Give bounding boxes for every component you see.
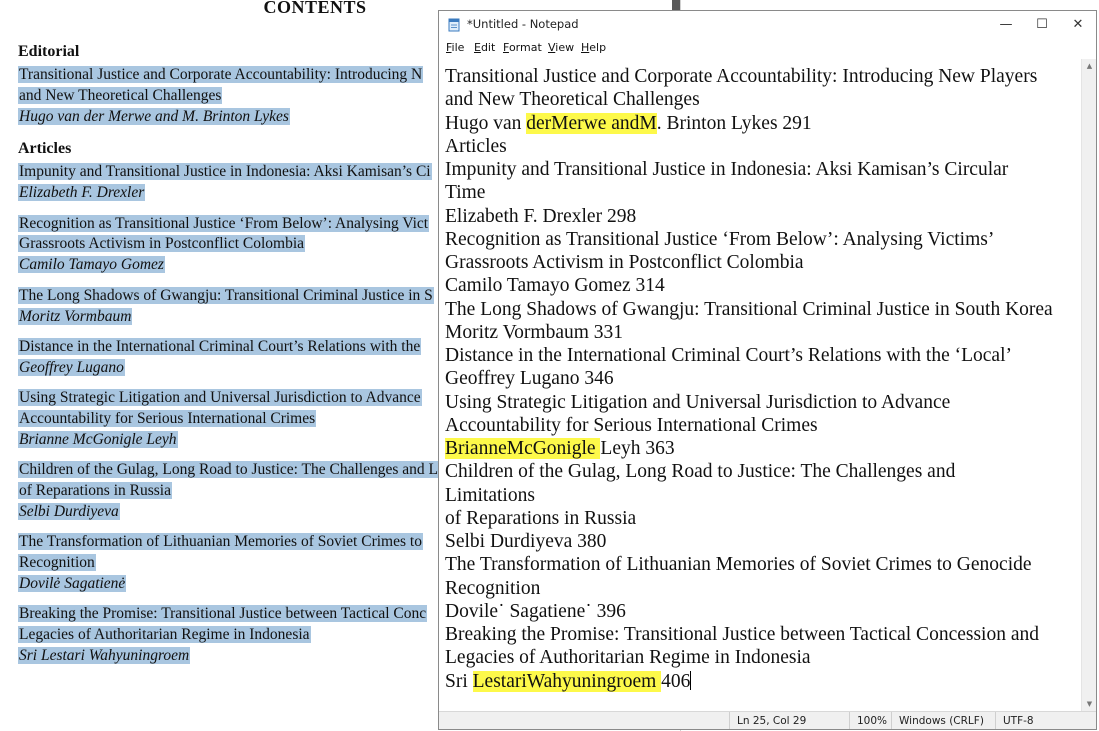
notepad-window[interactable] — [438, 10, 1097, 730]
menu-view[interactable]: View — [548, 41, 575, 54]
contents-title-line[interactable]: Transitional Justice and Corporate Accountability: Introducing N — [19, 66, 423, 83]
contents-author[interactable]: Elizabeth F. Drexler — [19, 184, 145, 201]
highlighted-text: derMerwe andM — [526, 112, 657, 134]
contents-title-line[interactable]: Distance in the International Criminal Court’s Relations with the — [19, 338, 421, 355]
section-articles: Articles — [18, 140, 72, 157]
contents-title-line[interactable]: and New Theoretical Challenges — [19, 87, 222, 104]
text-caret — [690, 671, 691, 690]
vertical-scrollbar[interactable] — [1081, 59, 1097, 711]
cursor-position: Ln 25, Col 29 — [737, 715, 807, 727]
window-title: *Untitled - Notepad — [467, 17, 579, 31]
contents-author[interactable]: Geoffrey Lugano — [19, 359, 124, 376]
contents-author[interactable]: Dovilė Sagatienė — [19, 575, 126, 592]
contents-author[interactable]: Camilo Tamayo Gomez — [19, 256, 164, 273]
scroll-down-arrow-icon[interactable]: ▼ — [1086, 700, 1093, 708]
close-button[interactable]: ✕ — [1072, 17, 1084, 32]
contents-author[interactable]: Brianne McGonigle Leyh — [19, 431, 177, 448]
contents-author[interactable]: Moritz Vormbaum — [19, 308, 132, 325]
contents-title-line[interactable]: Accountability for Serious International Crimes — [19, 410, 316, 427]
contents-heading: CONTENTS — [263, 0, 367, 17]
contents-title-line[interactable]: Using Strategic Litigation and Universal Jurisdiction to Advance — [19, 389, 421, 406]
line-ending: Windows (CRLF) — [899, 715, 984, 727]
status-separator — [849, 712, 850, 730]
status-separator — [995, 712, 996, 730]
contents-title-line[interactable]: Breaking the Promise: Transitional Justice between Tactical Conc — [19, 605, 427, 622]
section-editorial: Editorial — [18, 43, 80, 60]
menu-format[interactable]: Format — [503, 41, 542, 54]
contents-author[interactable]: Hugo van der Merwe and M. Brinton Lykes — [19, 108, 289, 125]
scroll-up-arrow-icon[interactable]: ▲ — [1086, 62, 1093, 70]
contents-title-line[interactable]: Grassroots Activism in Postconflict Colombia — [19, 235, 305, 252]
encoding: UTF-8 — [1003, 715, 1034, 727]
text-editor-area[interactable] — [439, 59, 1081, 711]
menu-edit[interactable]: Edit — [474, 41, 496, 54]
contents-title-line[interactable]: Recognition as Transitional Justice ‘From Below’: Analysing Vict — [19, 215, 429, 232]
contents-title-line[interactable]: Impunity and Transitional Justice in Indonesia: Aksi Kamisan’s Ci — [19, 163, 431, 180]
menu-bar — [439, 39, 1096, 59]
notepad-app-icon — [447, 18, 461, 32]
zoom-level: 100% — [857, 715, 888, 727]
menu-help[interactable]: Help — [581, 41, 607, 54]
contents-title-line[interactable]: The Transformation of Lithuanian Memories of Soviet Crimes to — [19, 533, 422, 550]
minimize-button[interactable]: — — [999, 17, 1013, 32]
status-bar — [439, 711, 1096, 730]
status-separator — [891, 712, 892, 730]
contents-author[interactable]: Selbi Durdiyeva — [19, 503, 119, 520]
status-separator — [729, 712, 730, 730]
highlighted-text: BrianneMcGonigle — [445, 438, 601, 459]
contents-author[interactable]: Sri Lestari Wahyuningroem — [19, 647, 190, 664]
notepad-titlebar[interactable] — [439, 11, 1096, 39]
highlighted-text: LestariWahyuningroem — [472, 670, 662, 692]
contents-title-line[interactable]: The Long Shadows of Gwangju: Transitional Criminal Justice in S — [19, 287, 433, 304]
contents-title-line[interactable]: Children of the Gulag, Long Road to Justice: The Challenges and L — [19, 461, 438, 478]
contents-title-line[interactable]: Recognition — [19, 554, 95, 571]
contents-title-line[interactable]: Legacies of Authoritarian Regime in Indonesia — [19, 626, 310, 643]
maximize-button[interactable]: ☐ — [1036, 17, 1048, 32]
editor-text[interactable]: Transitional Justice and Corporate Accountability: Introducing New Players and New Theoretical Challenges Hugo van derMerwe andM. Brinton Lykes 291 Articles Impunity and Transitional Justice in Indonesia: Aksi Kamisan’s Circular Time Elizabeth F. Drexler 298 Recognition as Transitional Justice ‘From Below’: Analysing Victims’ Grassroots Activism in Postconflict Colombia Camilo Tamayo Gomez 314 The Long Shadows of Gwangju: Transitional Criminal Justice in South Korea Moritz Vormbaum 331 Distance in the International Criminal Court’s Relations with the ‘Local’ Geoffrey Lugano 346 Using Strategic Litigation and Universal Jurisdiction to Advance Accountability for Serious International Crimes BrianneMcGonigle Leyh 363 Children of the Gulag, Long Road to Justice: The Challenges and Limitations of Reparations in Russia Selbi Durdiyeva 380 The Transformation of Lithuanian Memories of Soviet Crimes to Genocide Recognition Dovile˙ Sagatiene˙ 396 Breaking the Promise: Transitional Justice between Tactical Concession and Legacies of Authoritarian Regime in Indonesia Sri LestariWahyuningroem 406 — [445, 66, 1053, 692]
contents-title-line[interactable]: of Reparations in Russia — [19, 482, 171, 499]
menu-file[interactable]: File — [446, 41, 465, 54]
